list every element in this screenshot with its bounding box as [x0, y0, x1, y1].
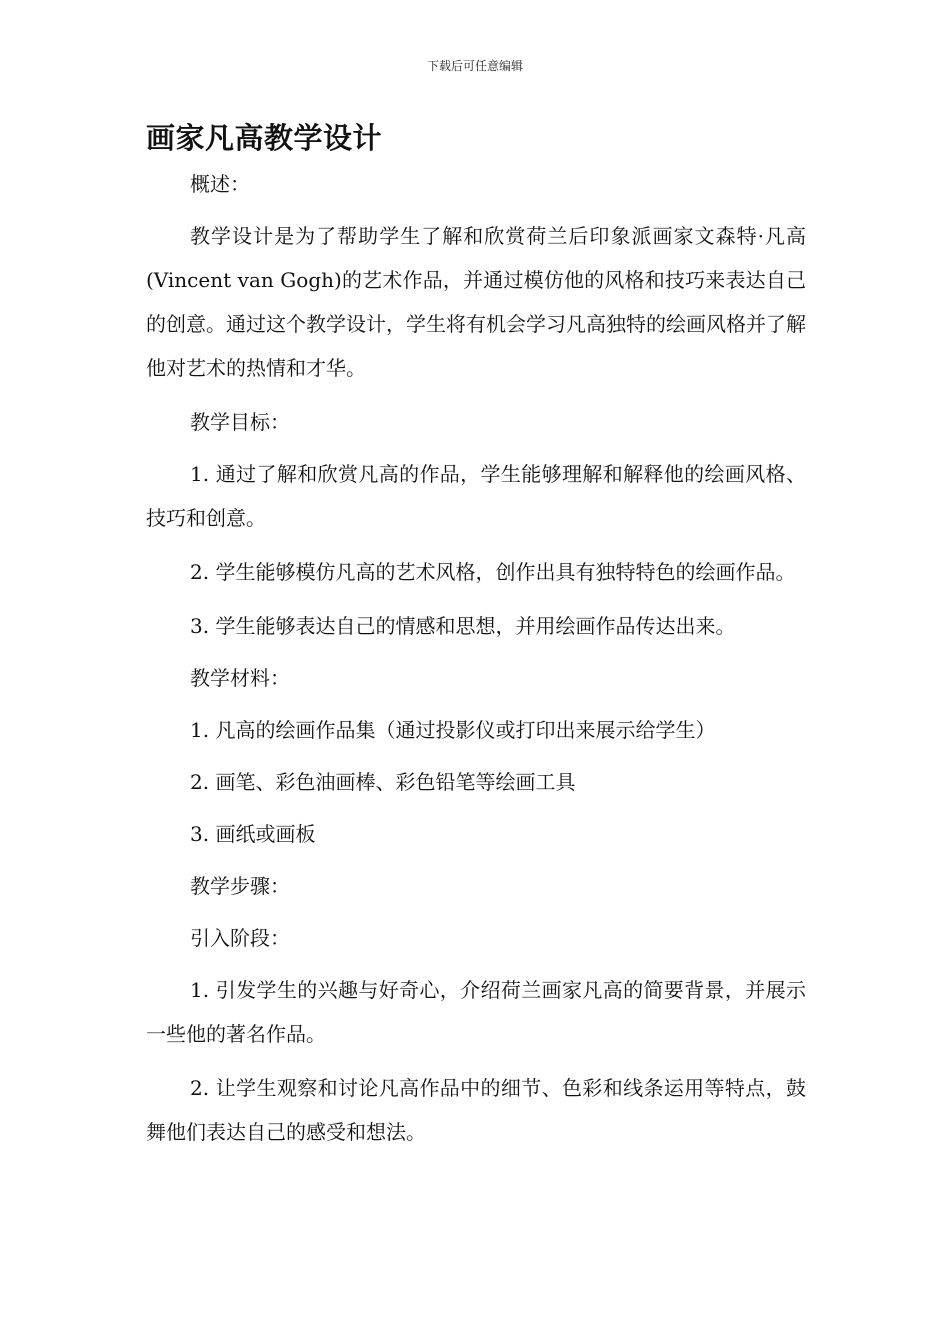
header-note: 下载后可任意编辑 — [426, 59, 523, 73]
document-body — [146, 162, 806, 1164]
section-heading-overview: 概述： — [190, 172, 250, 196]
goal-item: 2. 学生能够模仿凡高的艺术风格，创作出具有独特特色的绘画作品。 — [190, 560, 796, 584]
material-item: 1. 凡高的绘画作品集（通过投影仪或打印出来展示给学生） — [190, 718, 716, 742]
section-heading-steps: 教学步骤： — [190, 874, 290, 898]
material-item: 2. 画笔、彩色油画棒、彩色铅笔等绘画工具 — [190, 770, 576, 794]
step-item: 2. 让学生观察和讨论凡高作品中的细节、色彩和线条运用等特点，鼓舞他们表达自己的感受和想法。 — [146, 1076, 806, 1144]
material-item: 3. 画纸或画板 — [190, 822, 316, 846]
step-item: 1. 引发学生的兴趣与好奇心，介绍荷兰画家凡高的简要背景，并展示一些他的著名作品。 — [146, 978, 806, 1046]
document-title: 画家凡高教学设计 — [146, 121, 383, 155]
section-heading-materials: 教学材料： — [190, 666, 290, 690]
section-heading-goals: 教学目标： — [190, 410, 290, 434]
subsection-heading-intro: 引入阶段： — [190, 926, 290, 950]
goal-item: 3. 学生能够表达自己的情感和思想，并用绘画作品传达出来。 — [190, 614, 736, 638]
goal-item: 1. 通过了解和欣赏凡高的作品，学生能够理解和解释他的绘画风格、技巧和创意。 — [146, 462, 806, 530]
paragraph-overview: 教学设计是为了帮助学生了解和欣赏荷兰后印象派画家文森特·凡高(Vincent van Gogh)的艺术作品，并通过模仿他的风格和技巧来表达自己的创意。通过这个教学设计，学生将有机会学习凡高独特的绘画风格并了解他对艺术的热情和才华。 — [146, 224, 806, 380]
